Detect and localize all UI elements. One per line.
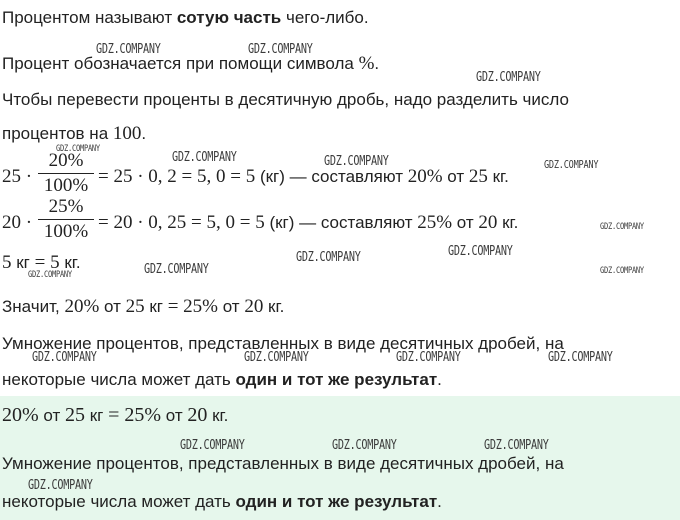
watermark: GDZ.COMPANY xyxy=(180,438,245,453)
conclusion-line: Значит, 20% от 25 кг = 25% от 20 кг. xyxy=(2,296,285,317)
watermark: GDZ.COMPANY xyxy=(476,70,541,85)
watermark: GDZ.COMPANY xyxy=(600,266,644,276)
symbol-line: Процент обозначается при помощи символа %. xyxy=(2,53,380,74)
fraction-1: 20% 100% xyxy=(38,150,94,197)
watermark: GDZ.COMPANY xyxy=(396,350,461,365)
definition-line: Процентом называют сотую часть чего-либо. xyxy=(2,8,369,27)
watermark: GDZ.COMPANY xyxy=(172,150,237,165)
highlight-answer: 20% от 25 кг = 25% от 20 кг. xyxy=(2,404,229,426)
watermark: GDZ.COMPANY xyxy=(248,42,313,57)
watermark: GDZ.COMPANY xyxy=(32,350,97,365)
equation-1: 25 · xyxy=(2,166,33,187)
watermark: GDZ.COMPANY xyxy=(544,158,599,171)
equation-3: 5 кг = 5 кг. xyxy=(2,252,81,273)
rule-line-2: процентов на 100. xyxy=(2,123,147,144)
fraction-2: 25% 100% xyxy=(38,196,94,243)
watermark: GDZ.COMPANY xyxy=(548,350,613,365)
watermark: GDZ.COMPANY xyxy=(28,478,93,493)
equation-1-rhs: = 25 · 0, 2 = 5, 0 = 5 (кг) — составляют 20% от 25 кг. xyxy=(98,166,509,187)
paragraph-2-line-2: некоторые числа может дать один и тот же результат. xyxy=(2,492,442,511)
watermark: GDZ.COMPANY xyxy=(332,438,397,453)
rule-line-1: Чтобы перевести проценты в десятичную дробь, надо разделить число xyxy=(2,90,569,109)
equation-2: 20 · xyxy=(2,212,33,233)
paragraph-1-line-1: Умножение процентов, представленных в виде десятичных дробей, на xyxy=(2,334,564,353)
watermark: GDZ.COMPANY xyxy=(484,438,549,453)
watermark: GDZ.COMPANY xyxy=(448,244,513,259)
watermark: GDZ.COMPANY xyxy=(96,42,161,57)
watermark: GDZ.COMPANY xyxy=(244,350,309,365)
equation-2-rhs: = 20 · 0, 25 = 5, 0 = 5 (кг) — составляют 25% от 20 кг. xyxy=(98,212,519,233)
watermark: GDZ.COMPANY xyxy=(28,270,72,280)
paragraph-2-line-1: Умножение процентов, представленных в виде десятичных дробей, на xyxy=(2,454,564,473)
watermark: GDZ.COMPANY xyxy=(56,144,100,154)
watermark: GDZ.COMPANY xyxy=(600,222,644,232)
watermark: GDZ.COMPANY xyxy=(296,250,361,265)
watermark: GDZ.COMPANY xyxy=(324,154,389,169)
paragraph-1-line-2: некоторые числа может дать один и тот же результат. xyxy=(2,370,442,389)
watermark: GDZ.COMPANY xyxy=(144,262,209,277)
